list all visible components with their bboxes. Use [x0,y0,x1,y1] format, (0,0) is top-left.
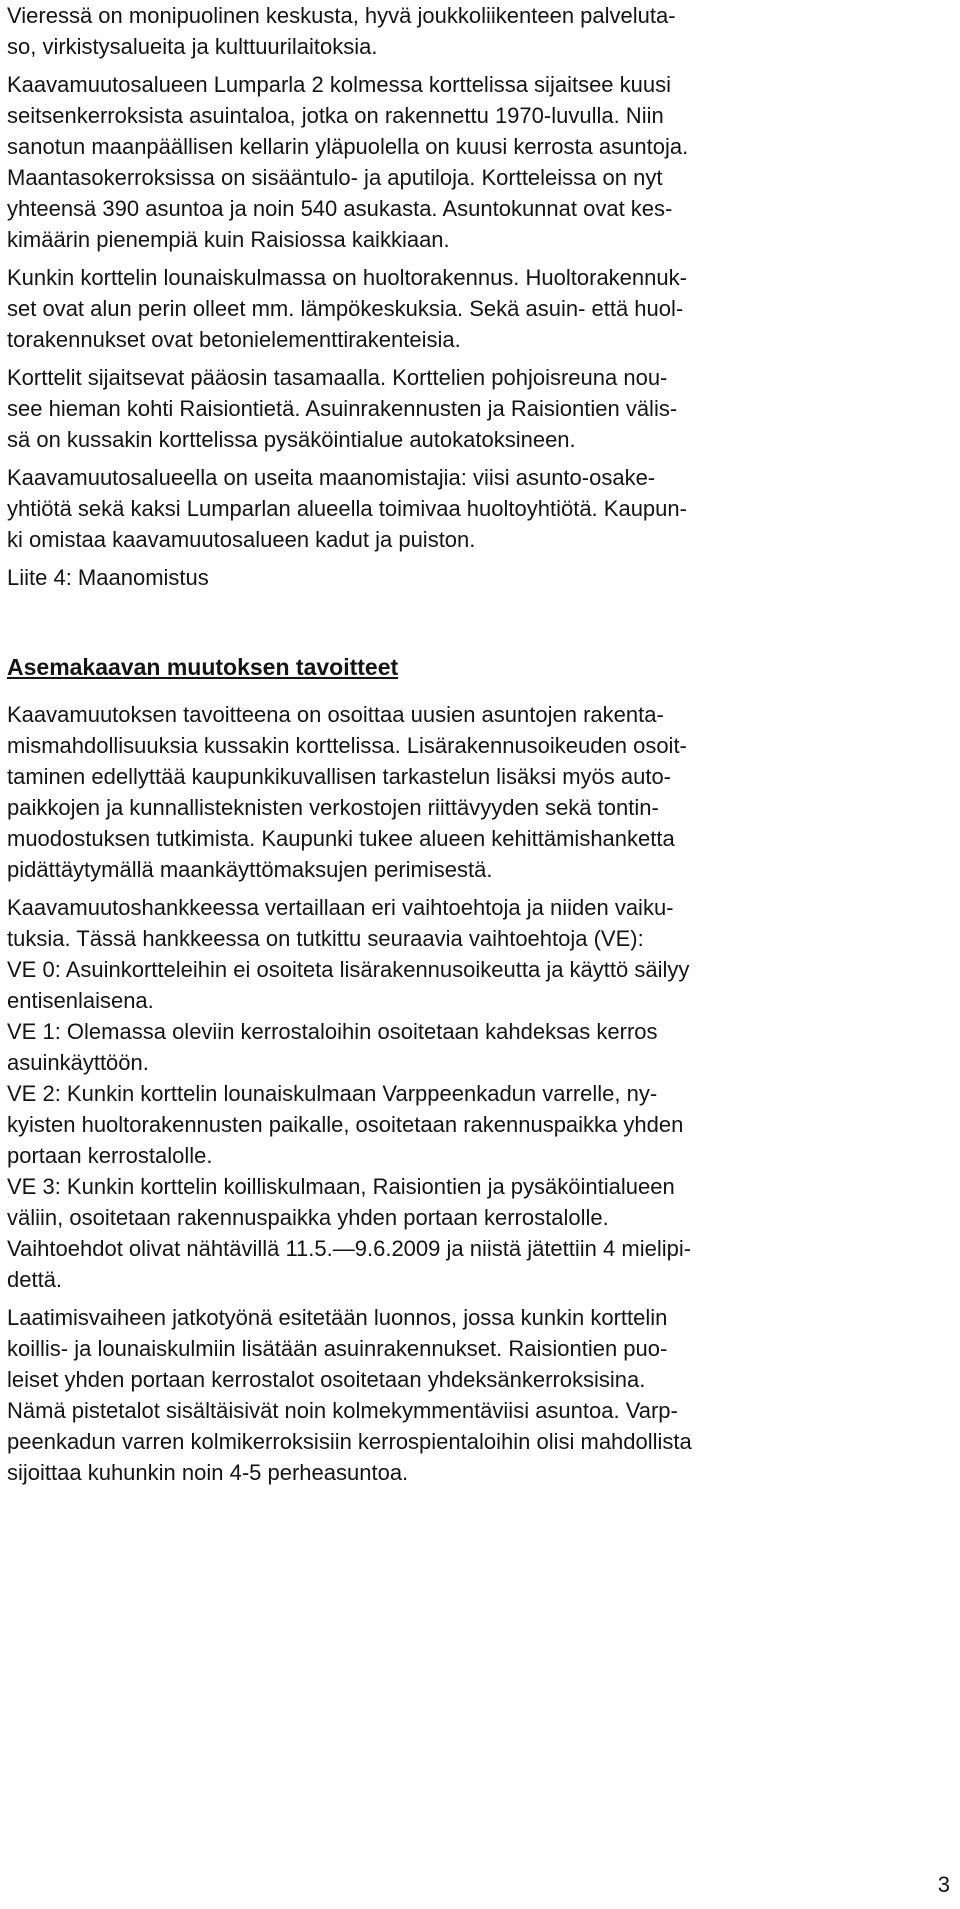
text-line: taminen edellyttää kaupunkikuvallisen tarkastelun lisäksi myös auto- [7,764,672,789]
text-line: torakennukset ovat betonielementtirakenteisia. [7,327,461,352]
text-line: väliin, osoitetaan rakennuspaikka yhden portaan kerrostalolle. [7,1205,609,1230]
text-line: entisenlaisena. [7,988,154,1013]
text-line: sä on kussakin korttelissa pysäköintialue autokatoksineen. [7,427,576,452]
text-line: sanotun maanpäällisen kellarin yläpuolella on kuusi kerrosta asuntoja. [7,134,689,159]
page-number: 3 [937,1872,950,1897]
text-line: kyisten huoltorakennusten paikalle, osoitetaan rakennuspaikka yhden [7,1112,684,1137]
text-line: kimäärin pienempiä kuin Raisiossa kaikkiaan. [7,227,450,252]
text-line: yhteensä 390 asuntoa ja noin 540 asukasta. Asuntokunnat ovat kes- [7,196,673,221]
text-line: Laatimisvaiheen jatkotyönä esitetään luonnos, jossa kunkin korttelin [7,1305,668,1330]
text-line: Kaavamuutosalueella on useita maanomistajia: viisi asunto-osake- [7,465,656,490]
text-line: so, virkistysalueita ja kulttuurilaitoksia. [7,34,378,59]
text-line: yhtiötä sekä kaksi Lumparlan alueella toimivaa huoltoyhtiötä. Kaupun- [7,496,687,521]
text-line: muodostuksen tutkimista. Kaupunki tukee alueen kehittämishanketta [7,826,675,851]
text-line: see hieman kohti Raisiontietä. Asuinrakennusten ja Raisiontien välis- [7,396,678,421]
text-line: Kaavamuutoksen tavoitteena on osoittaa uusien asuntojen rakenta- [7,702,664,727]
text-line: peenkadun varren kolmikerroksisiin kerrospientaloihin olisi mahdollista [7,1429,692,1454]
text-line: mismahdollisuuksia kussakin korttelissa. Lisärakennusoikeuden osoit- [7,733,687,758]
text-line: sijoittaa kuhunkin noin 4-5 perheasuntoa. [7,1460,409,1485]
paragraph-tavoite [7,699,957,885]
text-line: Korttelit sijaitsevat pääosin tasamaalla. Korttelien pohjoisreuna nou- [7,365,668,390]
section-spacer [7,600,957,652]
text-line: Kunkin korttelin lounaiskulmassa on huoltorakennus. Huoltorakennuk- [7,265,687,290]
option-ve3: VE 3: Kunkin korttelin koilliskulmaan, Raisiontien ja pysäköintialueen [7,1174,675,1199]
paragraph-jatkotyo [7,1302,957,1488]
text-line: asuinkäyttöön. [7,1050,149,1075]
paragraph-maanomistajat [7,462,957,555]
text-line: ki omistaa kaavamuutosalueen kadut ja puiston. [7,527,476,552]
option-ve0: VE 0: Asuinkortteleihin ei osoiteta lisärakennusoikeutta ja käyttö säilyy [7,957,690,982]
attachment-reference: Liite 4: Maanomistus [7,565,209,590]
text-line: Vaihtoehdot olivat nähtävillä 11.5.—9.6.2009 ja niistä jätettiin 4 mielipi- [7,1236,692,1261]
document-content [7,0,957,1495]
text-line: dettä. [7,1267,63,1292]
text-line: paikkojen ja kunnallisteknisten verkostojen riittävyyden sekä tontin- [7,795,659,820]
option-ve2: VE 2: Kunkin korttelin lounaiskulmaan Varppeenkadun varrelle, ny- [7,1081,658,1106]
text-line: Kaavamuutoshankkeessa vertaillaan eri vaihtoehtoja ja niiden vaiku- [7,895,674,920]
text-line: leiset yhden portaan kerrostalot osoitetaan yhdeksänkerroksisina. [7,1367,646,1392]
paragraph-liite [7,562,957,593]
text-line: Vieressä on monipuolinen keskusta, hyvä joukkoliikenteen palveluta- [7,3,676,28]
text-line: set ovat alun perin olleet mm. lämpökeskuksia. Sekä asuin- että huol- [7,296,684,321]
text-line: Kaavamuutosalueen Lumparla 2 kolmessa korttelissa sijaitsee kuusi [7,72,672,97]
text-line: pidättäytymällä maankäyttömaksujen perimisestä. [7,857,493,882]
text-line: portaan kerrostalolle. [7,1143,213,1168]
paragraph-korttelit [7,362,957,455]
section-heading: Asemakaavan muutoksen tavoitteet [7,654,399,680]
text-line: koillis- ja lounaiskulmiin lisätään asuinrakennukset. Raisiontien puo- [7,1336,668,1361]
paragraph-vaihtoehdot [7,892,957,1295]
text-line: tuksia. Tässä hankkeessa on tutkittu seuraavia vaihtoehtoja (VE): [7,926,644,951]
text-line: seitsenkerroksista asuintaloa, jotka on rakennettu 1970-luvulla. Niin [7,103,664,128]
paragraph-keskusta [7,0,957,62]
option-ve1: VE 1: Olemassa oleviin kerrostaloihin osoitetaan kahdeksas kerros [7,1019,658,1044]
paragraph-asuintalot [7,69,957,255]
text-line: Nämä pistetalot sisältäisivät noin kolmekymmentäviisi asuntoa. Varp- [7,1398,678,1423]
paragraph-huoltorakennus [7,262,957,355]
text-line: Maantasokerroksissa on sisääntulo- ja aputiloja. Kortteleissa on nyt [7,165,663,190]
